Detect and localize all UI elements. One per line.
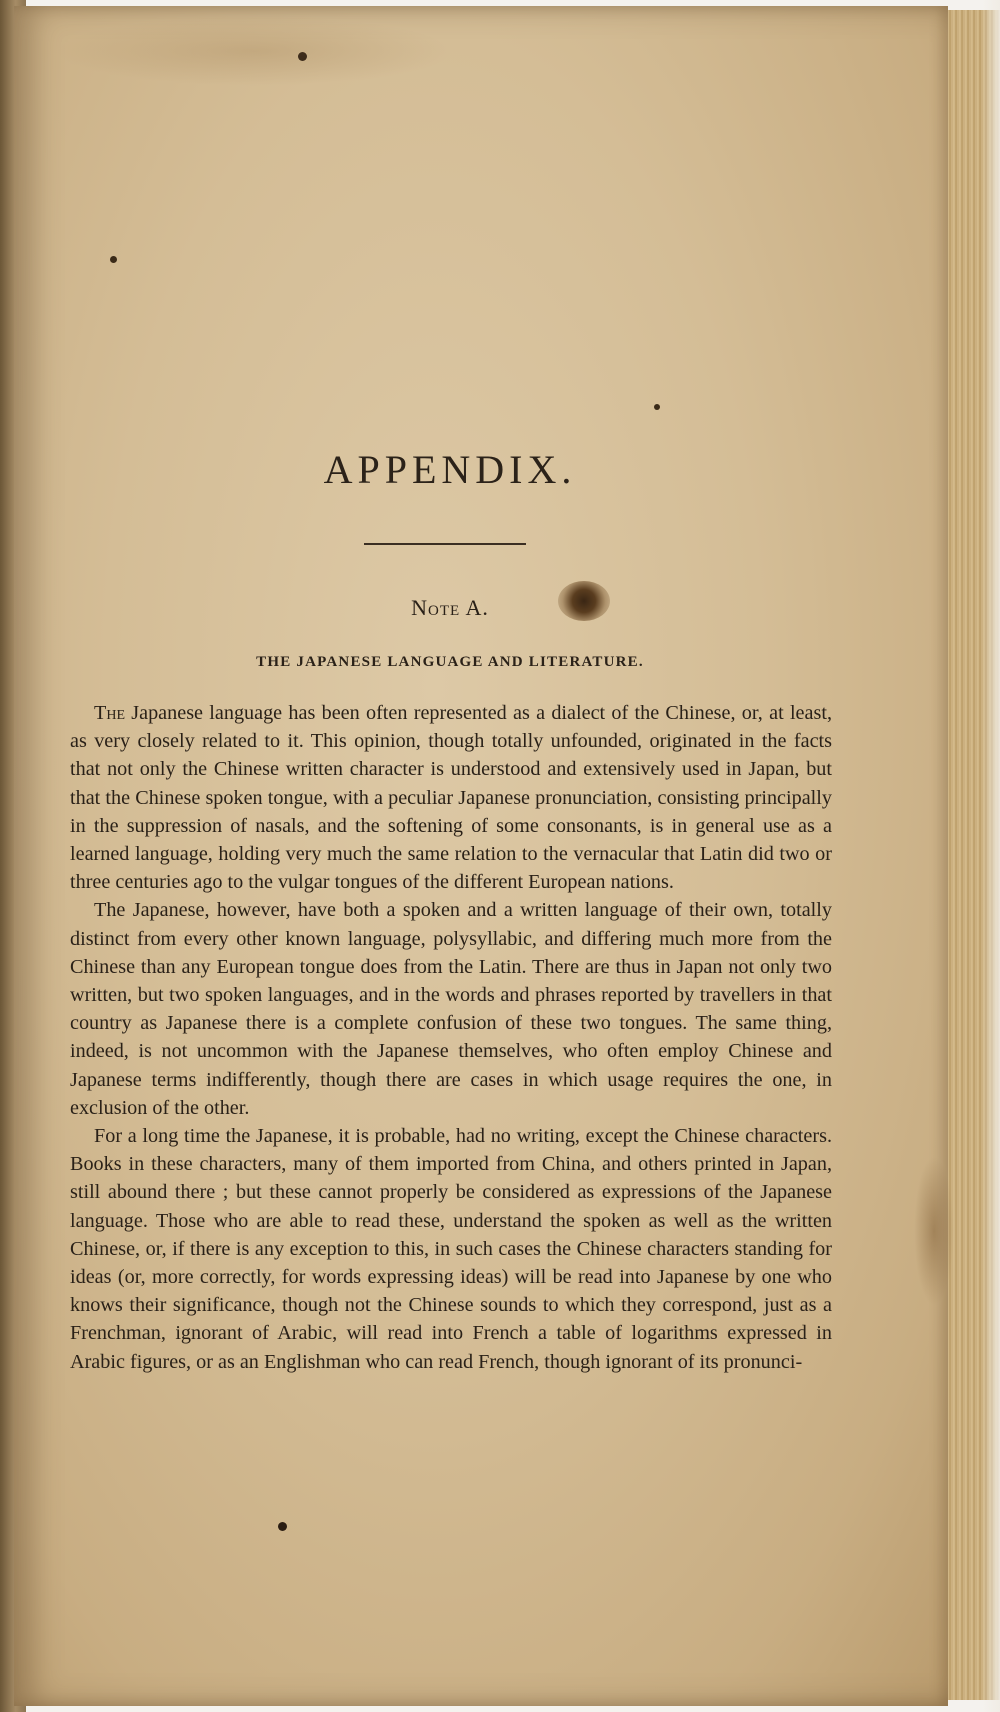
page-text-block xyxy=(70,6,830,1706)
paragraph-text: Japanese language has been often represented as a dialect of the Chinese, or, at least, as very closely related to it. This opinion, though totally unfounded, originated in the facts that not only the Chinese written character is understood and extensively used in Japan, but that the Chinese spoken tongue, with a peculiar Japanese pronunciation, consisting principally in the suppression of nasals, and the softening of some consonants, is in general use as a learned language, holding very much the same relation to the vernacular that Latin did two or three centuries ago to the vulgar tongues of the different European nations. xyxy=(70,702,832,894)
section-title: THE JAPANESE LANGUAGE AND LITERATURE. xyxy=(256,654,644,670)
book-page xyxy=(14,6,948,1706)
page-stack-shade xyxy=(982,0,1000,1712)
appendix-heading: APPENDIX. xyxy=(323,447,577,492)
paragraph-lead-word: The xyxy=(94,702,125,724)
paragraph-text: The Japanese, however, have both a spoken and a written language of their own, totally distinct from every other known language, polysyllabic, and differing much more from the Chinese than any European tongue does from the Latin. There are thus in Japan not only two written, but two spoken languages, and in the words and phrases reported by travellers in that country as Japanese there is a complete confusion of these two tongues. The same thing, indeed, is not uncommon with the Japanese themselves, who often employ Chinese and Japanese terms indifferently, though there are cases in which usage requires the one, in exclusion of the other. xyxy=(70,899,832,1119)
body-text xyxy=(70,699,832,1376)
paragraph xyxy=(70,896,832,1122)
note-label: Note A. xyxy=(411,595,489,620)
paragraph xyxy=(70,699,832,896)
paragraph-text: For a long time the Japanese, it is probable, had no writing, except the Chinese characters. Books in these characters, many of them imported from China, and others printed in Japan, still abound there ; but these cannot properly be considered as expressions of the Japanese language. Those who are able to read these, understand the spoken as well as the written Chinese, or, if there is any exception to this, in such cases the Chinese characters standing for ideas (or, more correctly, for words expressing ideas) will be read into Japanese by one who knows their significance, though not the Chinese sounds to which they correspond, just as a Frenchman, ignorant of Arabic, will read into French a table of logarithms expressed in Arabic figures, or as an Englishman who can read French, though ignorant of its pronunci- xyxy=(70,1125,832,1373)
paragraph xyxy=(70,1122,832,1376)
heading-rule xyxy=(364,543,526,545)
